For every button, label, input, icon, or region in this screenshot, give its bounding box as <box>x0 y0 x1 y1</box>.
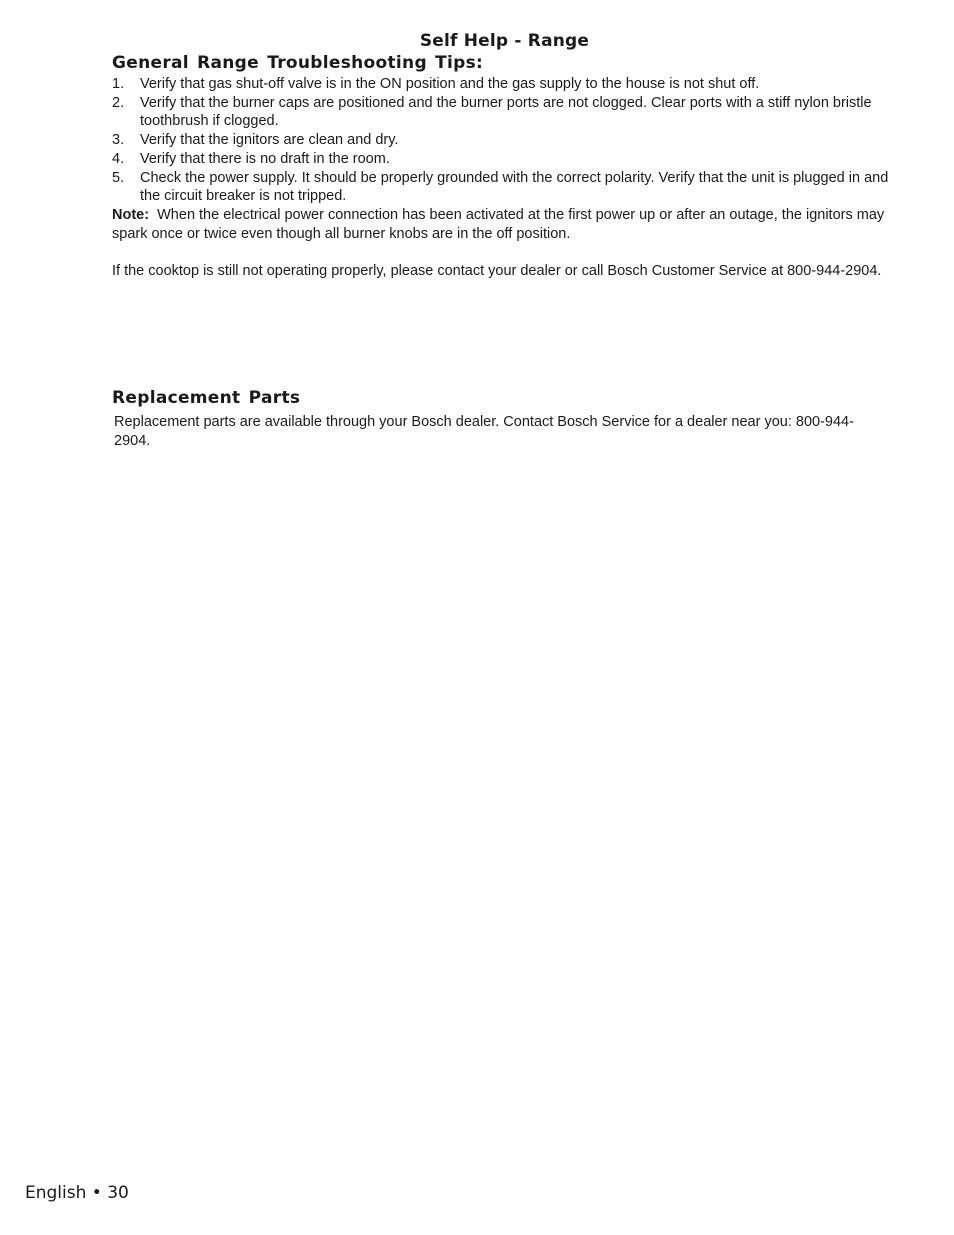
list-item-text: Verify that there is no draft in the room. <box>140 150 390 167</box>
list-item-text: Verify that gas shut-off valve is in the ON position and the gas supply to the house is not shut off. <box>140 76 760 92</box>
troubleshooting-list <box>112 75 892 206</box>
list-item <box>112 94 892 131</box>
list-item-number: 4. <box>112 150 125 167</box>
contact-paragraph: If the cooktop is still not operating properly, please contact your dealer or call Bosch Customer Service at 800-944-2904. <box>112 263 882 279</box>
note-paragraph <box>112 206 892 243</box>
troubleshooting-heading: General Range Troubleshooting Tips: <box>112 53 484 73</box>
list-item <box>112 131 892 150</box>
replacement-parts-heading: Replacement Parts <box>112 388 301 408</box>
list-item-text: Verify that the ignitors are clean and dry. <box>140 132 399 149</box>
note-text: When the electrical power connection has been activated at the first power up or after an outage, the ignitors may spark once or twice even though all burner knobs are in the off position. <box>112 207 885 242</box>
list-item <box>112 169 892 206</box>
list-item-text: Check the power supply. It should be properly grounded with the correct polarity. Verify that the unit is plugged in and the circuit breaker is not tripped. <box>140 169 889 205</box>
note-label: Note: <box>112 207 150 223</box>
replacement-parts-paragraph: Replacement parts are available through your Bosch dealer. Contact Bosch Service for a dealer near you: 800-944-2904. <box>114 414 854 449</box>
list-item <box>112 75 892 94</box>
list-item <box>112 150 892 169</box>
list-item-number: 3. <box>112 132 125 149</box>
list-item-number: 2. <box>112 94 125 111</box>
list-item-text: Verify that the burner caps are positioned and the burner ports are not clogged. Clear ports with a stiff nylon bristle toothbrush if clogged. <box>140 94 872 130</box>
list-item-number: 5. <box>112 169 125 186</box>
page-footer: English • 30 <box>25 1183 129 1203</box>
list-item-number: 1. <box>112 76 125 92</box>
page-title: Self Help - Range <box>419 31 590 51</box>
